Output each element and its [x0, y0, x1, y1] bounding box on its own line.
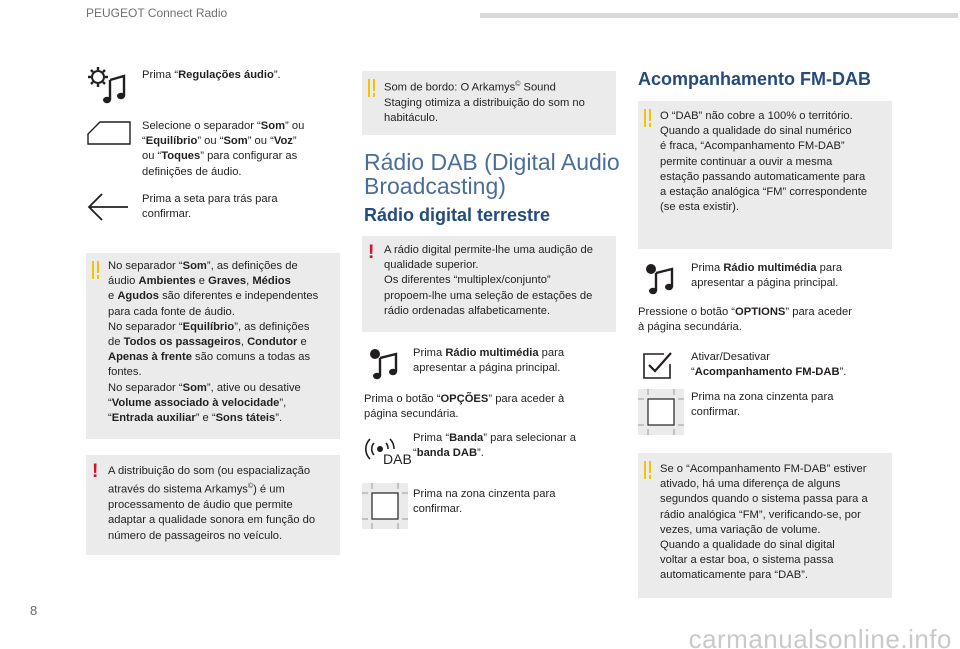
- music-note-icon: [642, 261, 676, 295]
- header-divider: [480, 13, 958, 18]
- warning-icon: !: [92, 461, 99, 482]
- back-arrow-icon[interactable]: [86, 192, 130, 222]
- note-box-fm-dab: O “DAB” não cobre a 100% o território. Quando a qualidade do sinal numérico é fraca, “Acompanhamento FM-DAB” permite continuar a ouvir a mesma estação passando automaticamente para a estação analógica “FM” correspondente (se esta existir).: [638, 101, 892, 249]
- note-icon: [644, 461, 646, 479]
- note-icon: [644, 109, 646, 127]
- step-band-dab: Prima “Banda” para selecionar a “banda DAB”.: [413, 432, 576, 460]
- note-box-audio-tabs: No separador “Som”, as definições de áudio Ambientes e Graves, Médios e Agudos são diferentes e independentes para cada fonte de áudio. No separador “Equilíbrio”, as definições de Todos os passageiros, Condutor e Apenas à frente são comuns a todas as fontes. No separador “Som”, ative ou desative “Volume associado à velocidade”, “Entrada auxiliar” e “Sons táteis”.: [86, 253, 340, 439]
- step-grey-confirm: Prima na zona cinzenta para confirmar.: [413, 488, 556, 516]
- step-options: Prima o botão “OPÇÕES” para aceder à página secundária.: [364, 393, 565, 421]
- dab-icon-label: DAB: [383, 451, 412, 467]
- watermark: carmanualsonline.info: [688, 623, 952, 649]
- grey-zone-icon[interactable]: [638, 389, 684, 435]
- music-note-icon: [366, 346, 400, 380]
- gear-music-icon: [86, 66, 128, 106]
- warning-icon: !: [368, 242, 375, 263]
- step-options-fm: Pressione o botão “OPTIONS” para aceder à página secundária.: [638, 306, 852, 334]
- step-radio-media-fm: Prima Rádio multimédia para apresentar a página principal.: [691, 262, 843, 290]
- page-number: 8: [30, 603, 38, 618]
- note-box-fm-dab-switch: Se o “Acompanhamento FM-DAB” estiver ativado, há uma diferença de alguns segundos quando o sistema passa para a rádio analógica “FM”, verificando-se, por vezes, uma variação de volume. Quando a qualidade do sinal digital voltar a estar boa, o sistema passa automaticamente para “DAB”.: [638, 453, 892, 598]
- note-box-sound-staging: Som de bordo: O Arkamys© Sound Staging otimiza a distribuição do som no habitáculo.: [362, 71, 616, 135]
- step-toggle-fm-dab: Ativar/Desativar “Acompanhamento FM-DAB”.: [691, 351, 847, 379]
- note-icon: [368, 79, 370, 97]
- tab-icon: [86, 120, 132, 146]
- step-back-confirm: Prima a seta para trás para confirmar.: [142, 193, 278, 221]
- step-radio-media: Prima Rádio multimédia para apresentar a página principal.: [413, 347, 565, 375]
- note-icon: [92, 261, 94, 279]
- step-audio-settings: Prima “Regulações áudio”.: [142, 69, 281, 81]
- checkbox-icon[interactable]: [642, 350, 674, 380]
- section-heading-fm-dab: Acompanhamento FM-DAB: [638, 69, 871, 89]
- header-title: PEUGEOT Connect Radio: [86, 6, 228, 20]
- grey-zone-icon[interactable]: [362, 483, 408, 529]
- warning-box-dab: ! A rádio digital permite-lhe uma audição de qualidade superior. Os diferentes “multiplex/conjunto” propoem-lhe uma seleção de estações de rádio ordenadas alfabeticamente.: [362, 236, 616, 332]
- subtitle-digital-radio: Rádio digital terrestre: [364, 205, 551, 225]
- section-title-dab: Rádio DAB (Digital Audio Broadcasting): [364, 149, 620, 199]
- warning-box-arkamys: ! A distribuição do som (ou espacialização através do sistema Arkamys©) é um processamento de áudio que permite adaptar a qualidade sonora em função do número de passageiros no veículo.: [86, 455, 340, 555]
- step-select-tab: Selecione o separador “Som” ou “Equilíbrio” ou “Som” ou “Voz” ou “Toques” para configurar as definições de áudio.: [142, 120, 305, 178]
- step-grey-confirm-fm: Prima na zona cinzenta para confirmar.: [691, 391, 834, 419]
